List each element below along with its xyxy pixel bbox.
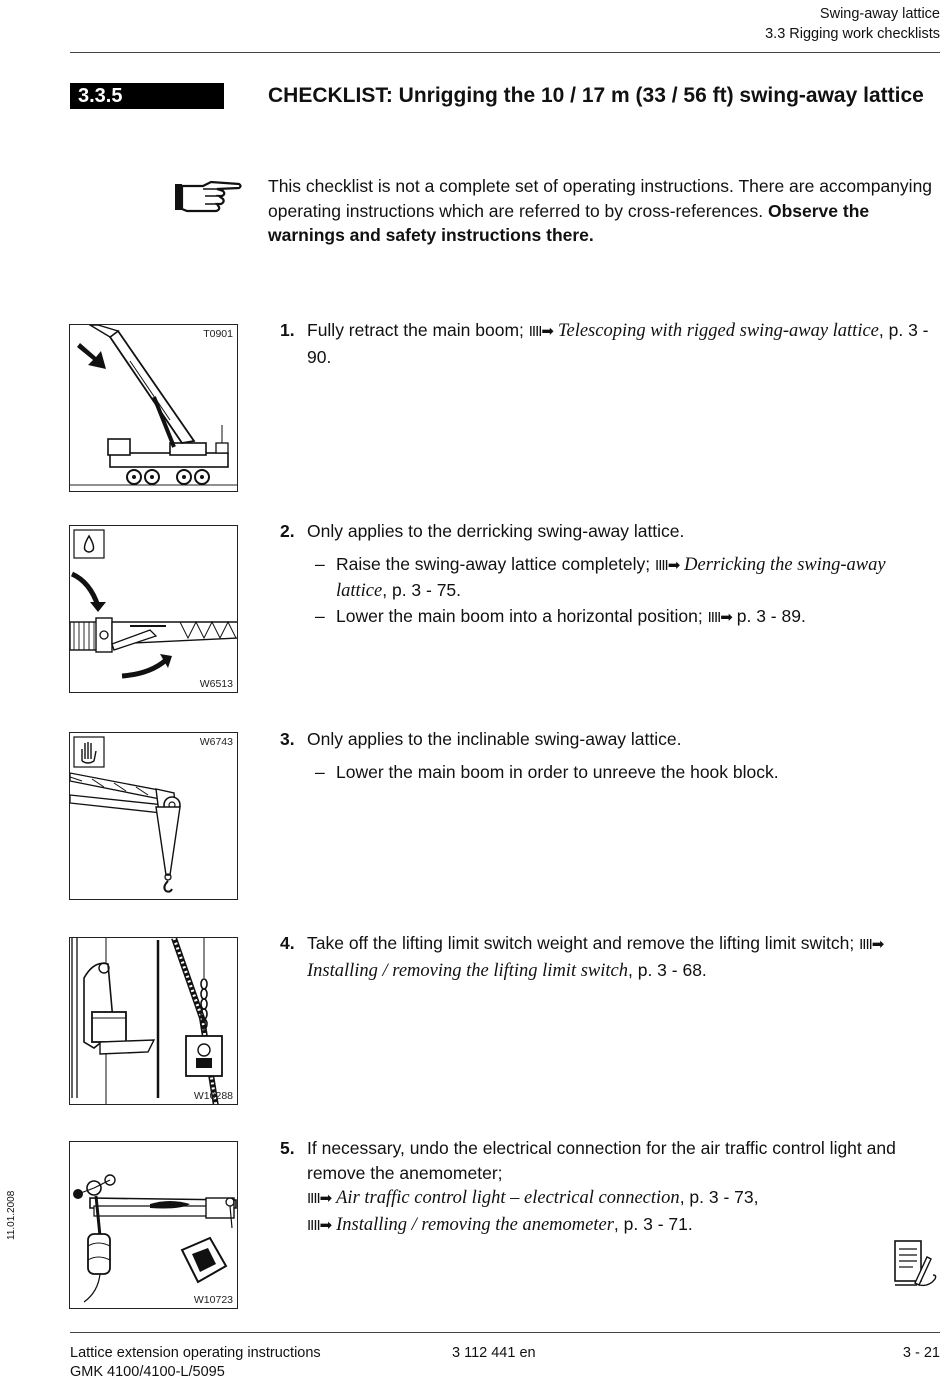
footer-doc-name: Lattice extension operating instructions xyxy=(70,1345,321,1361)
step-text: Only applies to the inclinable swing-away lattice. xyxy=(307,729,682,749)
figure-crane-retract xyxy=(69,324,238,492)
step-number: 4. xyxy=(280,933,295,953)
book-icon xyxy=(893,1239,939,1289)
sub-step: – Lower the main boom into a horizontal position; IIII➡ p. 3 - 89. xyxy=(307,604,935,631)
step-text: Only applies to the derricking swing-away lattice. xyxy=(307,521,685,541)
figure-label: W10288 xyxy=(193,1090,233,1102)
cross-ref-link[interactable]: Installing / removing the lifting limit switch xyxy=(307,960,628,981)
step-number: 5. xyxy=(280,1138,295,1158)
cross-ref-arrow-icon: IIII➡ xyxy=(307,1190,332,1207)
figure-label: W6743 xyxy=(199,736,233,748)
step-3 xyxy=(280,727,935,784)
header-rule xyxy=(70,52,940,53)
cross-ref-arrow-icon: IIII➡ xyxy=(528,323,554,340)
cross-ref-arrow-icon: IIII➡ xyxy=(859,936,884,953)
step-text: Fully retract the main boom; xyxy=(307,320,524,340)
step-number: 2. xyxy=(280,521,295,541)
figure-derricking-lattice xyxy=(69,525,238,693)
header-chapter: Swing-away lattice xyxy=(819,6,940,22)
figure-label: W6513 xyxy=(199,678,233,690)
running-header xyxy=(765,4,940,44)
page-ref: , p. 3 - 73, xyxy=(679,1187,759,1207)
footer-rule xyxy=(70,1332,940,1333)
cross-ref-link[interactable]: Air traffic control light – electrical connection xyxy=(336,1188,680,1208)
step-text: If necessary, undo the electrical connection for the air traffic control light and remove the anemometer; xyxy=(307,1138,896,1183)
cross-ref-link[interactable]: Derricking the swing-away lattice xyxy=(336,554,886,601)
cross-ref-link[interactable]: Installing / removing the anemometer xyxy=(336,1214,614,1235)
figure-inclinable-lattice xyxy=(69,732,238,900)
page-ref: , p. 3 - 71. xyxy=(613,1213,693,1234)
step-text: Take off the lifting limit switch weight and remove the lifting limit switch; xyxy=(307,933,855,953)
step-5 xyxy=(280,1136,935,1238)
page-ref: , p. 3 - 90. xyxy=(307,320,929,367)
section-number: 3.3.5 xyxy=(70,83,224,109)
footer-doc-title xyxy=(70,1344,321,1380)
note-body: This checklist is not a complete set of operating instructions. There are accompanying operating instructions which are referred to by cross-references. xyxy=(268,176,933,221)
header-section: 3.3 Rigging work checklists xyxy=(765,26,940,42)
side-date: 11.01.2008 xyxy=(6,1190,17,1240)
footer-doc-number: 3 112 441 en xyxy=(452,1345,536,1361)
step-1 xyxy=(280,318,935,369)
sub-step: – Lower the main boom in order to unreeve the hook block. xyxy=(315,761,779,782)
cross-ref-arrow-icon: IIII➡ xyxy=(307,1216,332,1234)
figure-lifting-limit-switch xyxy=(69,937,238,1105)
figure-label: W10723 xyxy=(193,1294,233,1306)
cross-ref-link[interactable]: Telescoping with rigged swing-away lattice xyxy=(557,321,879,341)
page-ref[interactable]: p. 3 - 89. xyxy=(736,605,806,626)
sub-step-text: Lower the main boom in order to unreeve the hook block. xyxy=(336,761,779,782)
page-number: 3 - 21 xyxy=(902,1345,940,1361)
figure-anemometer xyxy=(69,1141,238,1309)
pointing-hand-icon xyxy=(173,178,243,216)
note-text xyxy=(268,174,933,248)
page-ref: , p. 3 - 68. xyxy=(628,959,707,980)
sub-step: – Raise the swing-away lattice completely; IIII➡ Derricking the swing-away lattice, p. 3 - 75. xyxy=(315,553,886,601)
step-4 xyxy=(280,931,935,983)
step-number: 1. xyxy=(280,320,295,340)
figure-label: T0901 xyxy=(203,328,233,340)
cross-ref-arrow-icon: IIII➡ xyxy=(707,608,732,626)
sub-step-text: Raise the swing-away lattice completely; xyxy=(336,553,651,574)
step-2 xyxy=(280,519,935,630)
footer-model: GMK 4100/4100-L/5095 xyxy=(70,1364,225,1380)
note-bold: Observe the warnings and safety instructions there. xyxy=(268,200,870,245)
sub-step-text: Lower the main boom into a horizontal position; xyxy=(336,605,703,626)
page-ref: , p. 3 - 75. xyxy=(382,580,462,600)
step-number: 3. xyxy=(280,729,295,749)
cross-ref-arrow-icon: IIII➡ xyxy=(655,556,680,574)
section-title: CHECKLIST: Unrigging the 10 / 17 m (33 / 56 ft) swing-away lattice xyxy=(268,84,924,107)
